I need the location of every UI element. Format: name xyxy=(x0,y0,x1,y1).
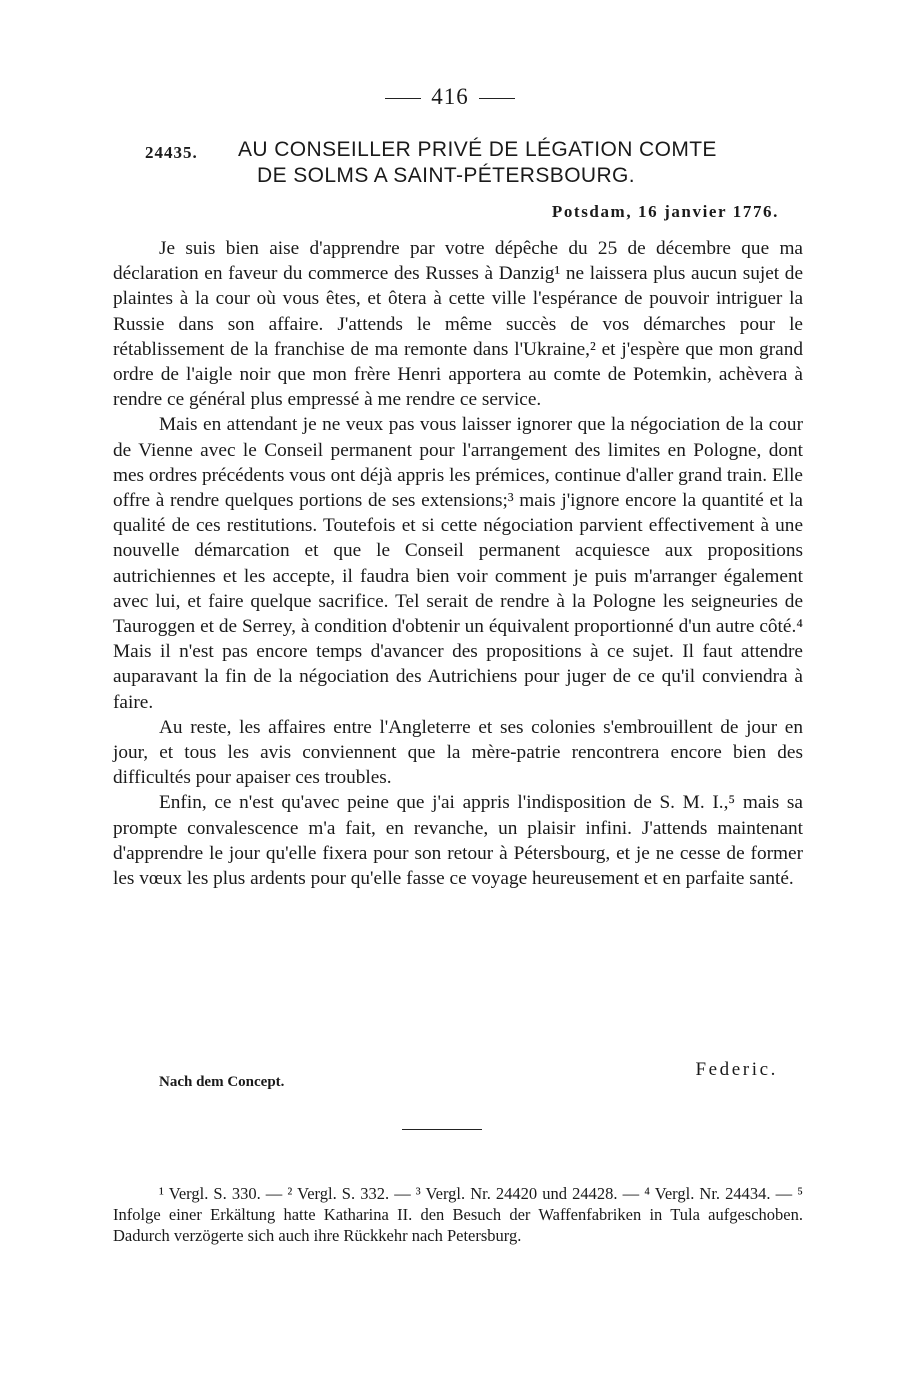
letter-dateline: Potsdam, 16 janvier 1776. xyxy=(551,202,779,221)
letter-paragraph-3: Au reste, les affaires entre l'Angleterre et ses colonies s'embrouillent de jour en jour, et tous les avis conviennent que la mère-patrie rencontrera encore bien des difficultés pour apaiser ces troubles. xyxy=(113,716,803,789)
source-note: Nach dem Concept. xyxy=(159,1074,285,1090)
page-number-dash-left xyxy=(385,98,421,99)
footnotes xyxy=(113,1183,803,1246)
page-number-text: 416 xyxy=(431,84,469,109)
letter-body xyxy=(113,236,803,891)
letter-number: 24435. xyxy=(145,143,198,162)
page-number xyxy=(0,84,900,110)
page-number-dash-right xyxy=(479,98,515,99)
footnote-separator xyxy=(402,1129,482,1130)
footnotes-text: ¹ Vergl. S. 330. — ² Vergl. S. 332. — ³ Vergl. Nr. 24420 und 24428. — ⁴ Vergl. Nr. 24434. — ⁵ Infolge einer Erkältung hatte Katharina II. den Besuch der Waffenfabriken in Tula aufgeschoben. Dadurch verzögerte sich auch ihre Rückkehr nach Petersburg. xyxy=(113,1184,803,1245)
letter-paragraph-2: Mais en attendant je ne veux pas vous laisser ignorer que la négociation de la cour de Vienne avec le Conseil permanent pour l'arrangement des limites en Pologne, dont mes ordres précédents vous ont déjà appris les prémices, continue d'aller grand train. Elle offre à rendre quelques portions de ses extensions;³ mais j'ignore encore la quantité et la qualité de ces restitutions. Toutefois et si cette négociation parvient effectivement à une nouvelle démarcation et que le Conseil permanent acquiesce aux propositions autrichiennes et les accepte, il faudra bien voir comment je puis m'arranger également avec lui, et faire quelque sacrifice. Tel serait de rendre à la Pologne les seigneuries de Tauroggen et de Serrey, à condition d'obtenir un équivalent proportionné d'un autre côté.⁴ Mais il n'est pas encore temps d'avancer des propositions à ce sujet. Il faut attendre auparavant la fin de la négociation des Autrichiens pour juger de ce qu'il conviendra à faire. xyxy=(113,414,803,713)
letter-heading-line-2: DE SOLMS A SAINT-PÉTERSBOURG. xyxy=(257,164,636,187)
letter-paragraph-1: Je suis bien aise d'apprendre par votre dépêche du 25 de décembre que ma déclaration en faveur du commerce des Russes à Danzig¹ ne laissera plus aucun sujet de plaintes à la cour où vous êtes, et ôtera à cette ville l'espérance de pouvoir intriguer la Russie dans son affaire. J'attends le même succès de vos démarches pour le rétablissement de la franchise de ma remonte dans l'Ukraine,² et j'espère que mon grand ordre de l'aigle noir que mon frère Henri apportera au comte de Potemkin, achèvera à rendre ce général plus empressé à me rendre ce service. xyxy=(113,238,803,411)
letter-signature: Federic. xyxy=(695,1059,778,1080)
letter-paragraph-4: Enfin, ce n'est qu'avec peine que j'ai appris l'indisposition de S. M. I.,⁵ mais sa prompte convalescence m'a fait, en revanche, un plaisir infini. J'attends maintenant d'apprendre le jour qu'elle fixera pour son retour à Pétersbourg, et je ne cesse de former les vœux les plus ardents pour qu'elle fasse ce voyage heureusement et en parfaite santé. xyxy=(113,792,803,890)
letter-heading-line-1: AU CONSEILLER PRIVÉ DE LÉGATION COMTE xyxy=(238,138,717,161)
